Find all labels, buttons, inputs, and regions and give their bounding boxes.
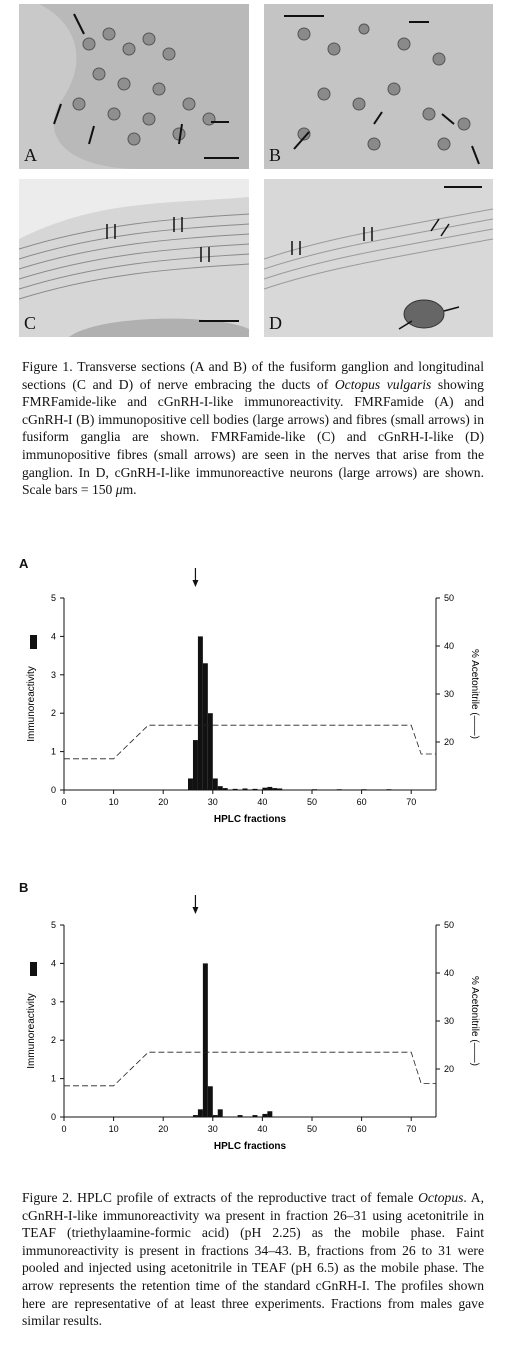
micrograph-d-image	[264, 179, 493, 337]
bar	[208, 1086, 213, 1117]
y-axis-label: Immunoreactivity	[26, 993, 37, 1069]
chart-a-panel-letter: A	[19, 556, 29, 571]
bar	[272, 788, 277, 790]
y-tick-label: 0	[50, 1112, 56, 1122]
y-tick-label: 4	[50, 631, 56, 642]
panel-letter: C	[24, 313, 37, 333]
bar	[213, 1115, 218, 1117]
bar	[262, 788, 267, 790]
x-tick-label: 40	[257, 797, 268, 807]
caption-run: . A, cGnRH-I-like immunoreactivity wa present in fraction 26–31 using acetonitrile in TEAF (triethylaamine-formic acid) (pH 2.25) as the mobile phase. Faint immunoreactivity is present in fractions 34–43. B, fractions from 26 to 31 were pooled and injected using acetonitrile in TEAF (pH 6.5) as the mobile phase. The arrow represents the retention time of the standard cGnRH-I. The profiles shown here are representative of at least three experiments. Fractions from males gave similar results.	[22, 1190, 484, 1329]
bar	[386, 789, 391, 790]
y-tick-label: 3	[50, 996, 56, 1007]
micrograph-panel-b	[264, 4, 493, 169]
micrograph-panel-a	[19, 4, 249, 169]
bar	[243, 788, 248, 790]
x-tick-label: 50	[306, 797, 318, 807]
y2-tick-label: 50	[444, 920, 455, 930]
y-axis-label: Immunoreactivity	[26, 666, 37, 742]
bar	[337, 789, 342, 790]
micrograph-panel-c	[19, 179, 249, 337]
y2-tick-label: 20	[444, 737, 455, 747]
y2-axis-label: % Acetonitrile (——)	[469, 648, 480, 740]
bar	[218, 786, 223, 790]
x-tick-label: 20	[158, 797, 169, 807]
x-tick-label: 60	[356, 797, 367, 807]
legend-bar-key	[30, 635, 37, 649]
y2-tick-label: 40	[444, 968, 455, 978]
bar	[252, 789, 257, 790]
y2-tick-label: 20	[444, 1064, 455, 1074]
legend-bar-key	[30, 962, 37, 976]
x-tick-label: 30	[207, 797, 218, 807]
caption-run: m.	[122, 482, 137, 498]
figure-1-caption-text	[22, 358, 484, 499]
y2-tick-label: 30	[444, 689, 455, 699]
micrograph-c-image	[19, 179, 249, 337]
figure-1-caption	[22, 358, 484, 499]
figure-2-caption	[22, 1189, 484, 1330]
micrograph-panel-d	[264, 179, 493, 337]
bar	[193, 740, 198, 790]
acetonitrile-gradient-line	[64, 725, 436, 759]
y2-tick-label: 50	[444, 593, 455, 603]
x-tick-label: 10	[108, 797, 119, 807]
y-tick-label: 0	[50, 785, 56, 795]
y-tick-label: 2	[50, 708, 56, 719]
bar	[267, 787, 272, 790]
micrograph-b-image	[264, 4, 493, 169]
bar	[208, 713, 213, 790]
bar	[213, 778, 218, 790]
hplc-chart-a	[0, 560, 505, 840]
panel-letter: A	[24, 145, 37, 165]
caption-run: Figure 1. Transverse sections (A and B) of the fusiform ganglion and longitudinal sections (C and D) of nerve embracing the ducts of	[22, 359, 484, 392]
retention-arrow-head	[192, 580, 198, 587]
retention-arrow-head	[192, 907, 198, 914]
chart-b-panel-letter: B	[19, 880, 29, 895]
bar	[233, 789, 238, 790]
bar	[267, 1111, 272, 1117]
figure-2-caption-text	[22, 1189, 484, 1330]
bar	[198, 636, 203, 790]
panel-letter: B	[269, 145, 282, 165]
x-tick-label: 50	[306, 1124, 318, 1134]
bar	[252, 1115, 257, 1117]
x-axis-label: HPLC fractions	[213, 814, 287, 825]
x-tick-label: 70	[406, 1124, 417, 1134]
y-tick-label: 2	[50, 1035, 56, 1046]
y-tick-label: 1	[50, 1073, 56, 1084]
bar	[312, 789, 317, 790]
caption-run: μ	[115, 482, 123, 498]
bar	[362, 789, 367, 790]
bar	[198, 1109, 203, 1117]
x-tick-label: 30	[207, 1124, 218, 1134]
panel-letter: D	[269, 313, 282, 333]
bar	[277, 788, 282, 790]
x-tick-label: 70	[406, 797, 417, 807]
y-tick-label: 5	[50, 593, 56, 603]
x-tick-label: 10	[108, 1124, 119, 1134]
x-tick-label: 0	[61, 797, 67, 807]
y2-axis-label: % Acetonitrile (——)	[469, 975, 480, 1067]
bar	[193, 1115, 198, 1117]
y-tick-label: 4	[50, 958, 56, 969]
bar	[203, 963, 208, 1117]
y2-tick-label: 30	[444, 1016, 455, 1026]
x-axis-label: HPLC fractions	[213, 1141, 287, 1152]
caption-run: Octopus vulgaris	[334, 376, 432, 392]
caption-run: Figure 2. HPLC profile of extracts of the reproductive tract of female	[22, 1190, 419, 1205]
x-tick-label: 60	[356, 1124, 367, 1134]
y-tick-label: 5	[50, 920, 56, 930]
bar	[218, 1109, 223, 1117]
y-tick-label: 1	[50, 746, 56, 757]
x-tick-label: 40	[257, 1124, 268, 1134]
x-tick-label: 0	[61, 1124, 67, 1134]
bar	[188, 778, 193, 790]
hplc-chart-b	[0, 887, 505, 1172]
bar	[262, 1114, 267, 1117]
bar	[238, 1115, 243, 1117]
bar	[223, 788, 228, 790]
bar	[203, 663, 208, 790]
y2-tick-label: 40	[444, 641, 455, 651]
y-tick-label: 3	[50, 669, 56, 680]
acetonitrile-gradient-line	[64, 1052, 436, 1086]
caption-run: Octopus	[418, 1190, 464, 1205]
x-tick-label: 20	[158, 1124, 169, 1134]
micrograph-a-image	[19, 4, 249, 169]
caption-run: showing FMRFamide-like and cGnRH-I-like immunoreactivity. FMRFamide (A) and cGnRH-I (B) immunopositive cell bodies (large arrows) and fibres (small arrows) in fusiform ganglia are shown. FMRFamide-like (C) and cGnRH-I-like (D) immunopositive fibres (small arrows) are seen in the nerves that arise from the ganglion. In D, cGnRH-I-like immunoreactive neurons (large arrows) are shown. Scale bars = 150	[22, 376, 484, 498]
